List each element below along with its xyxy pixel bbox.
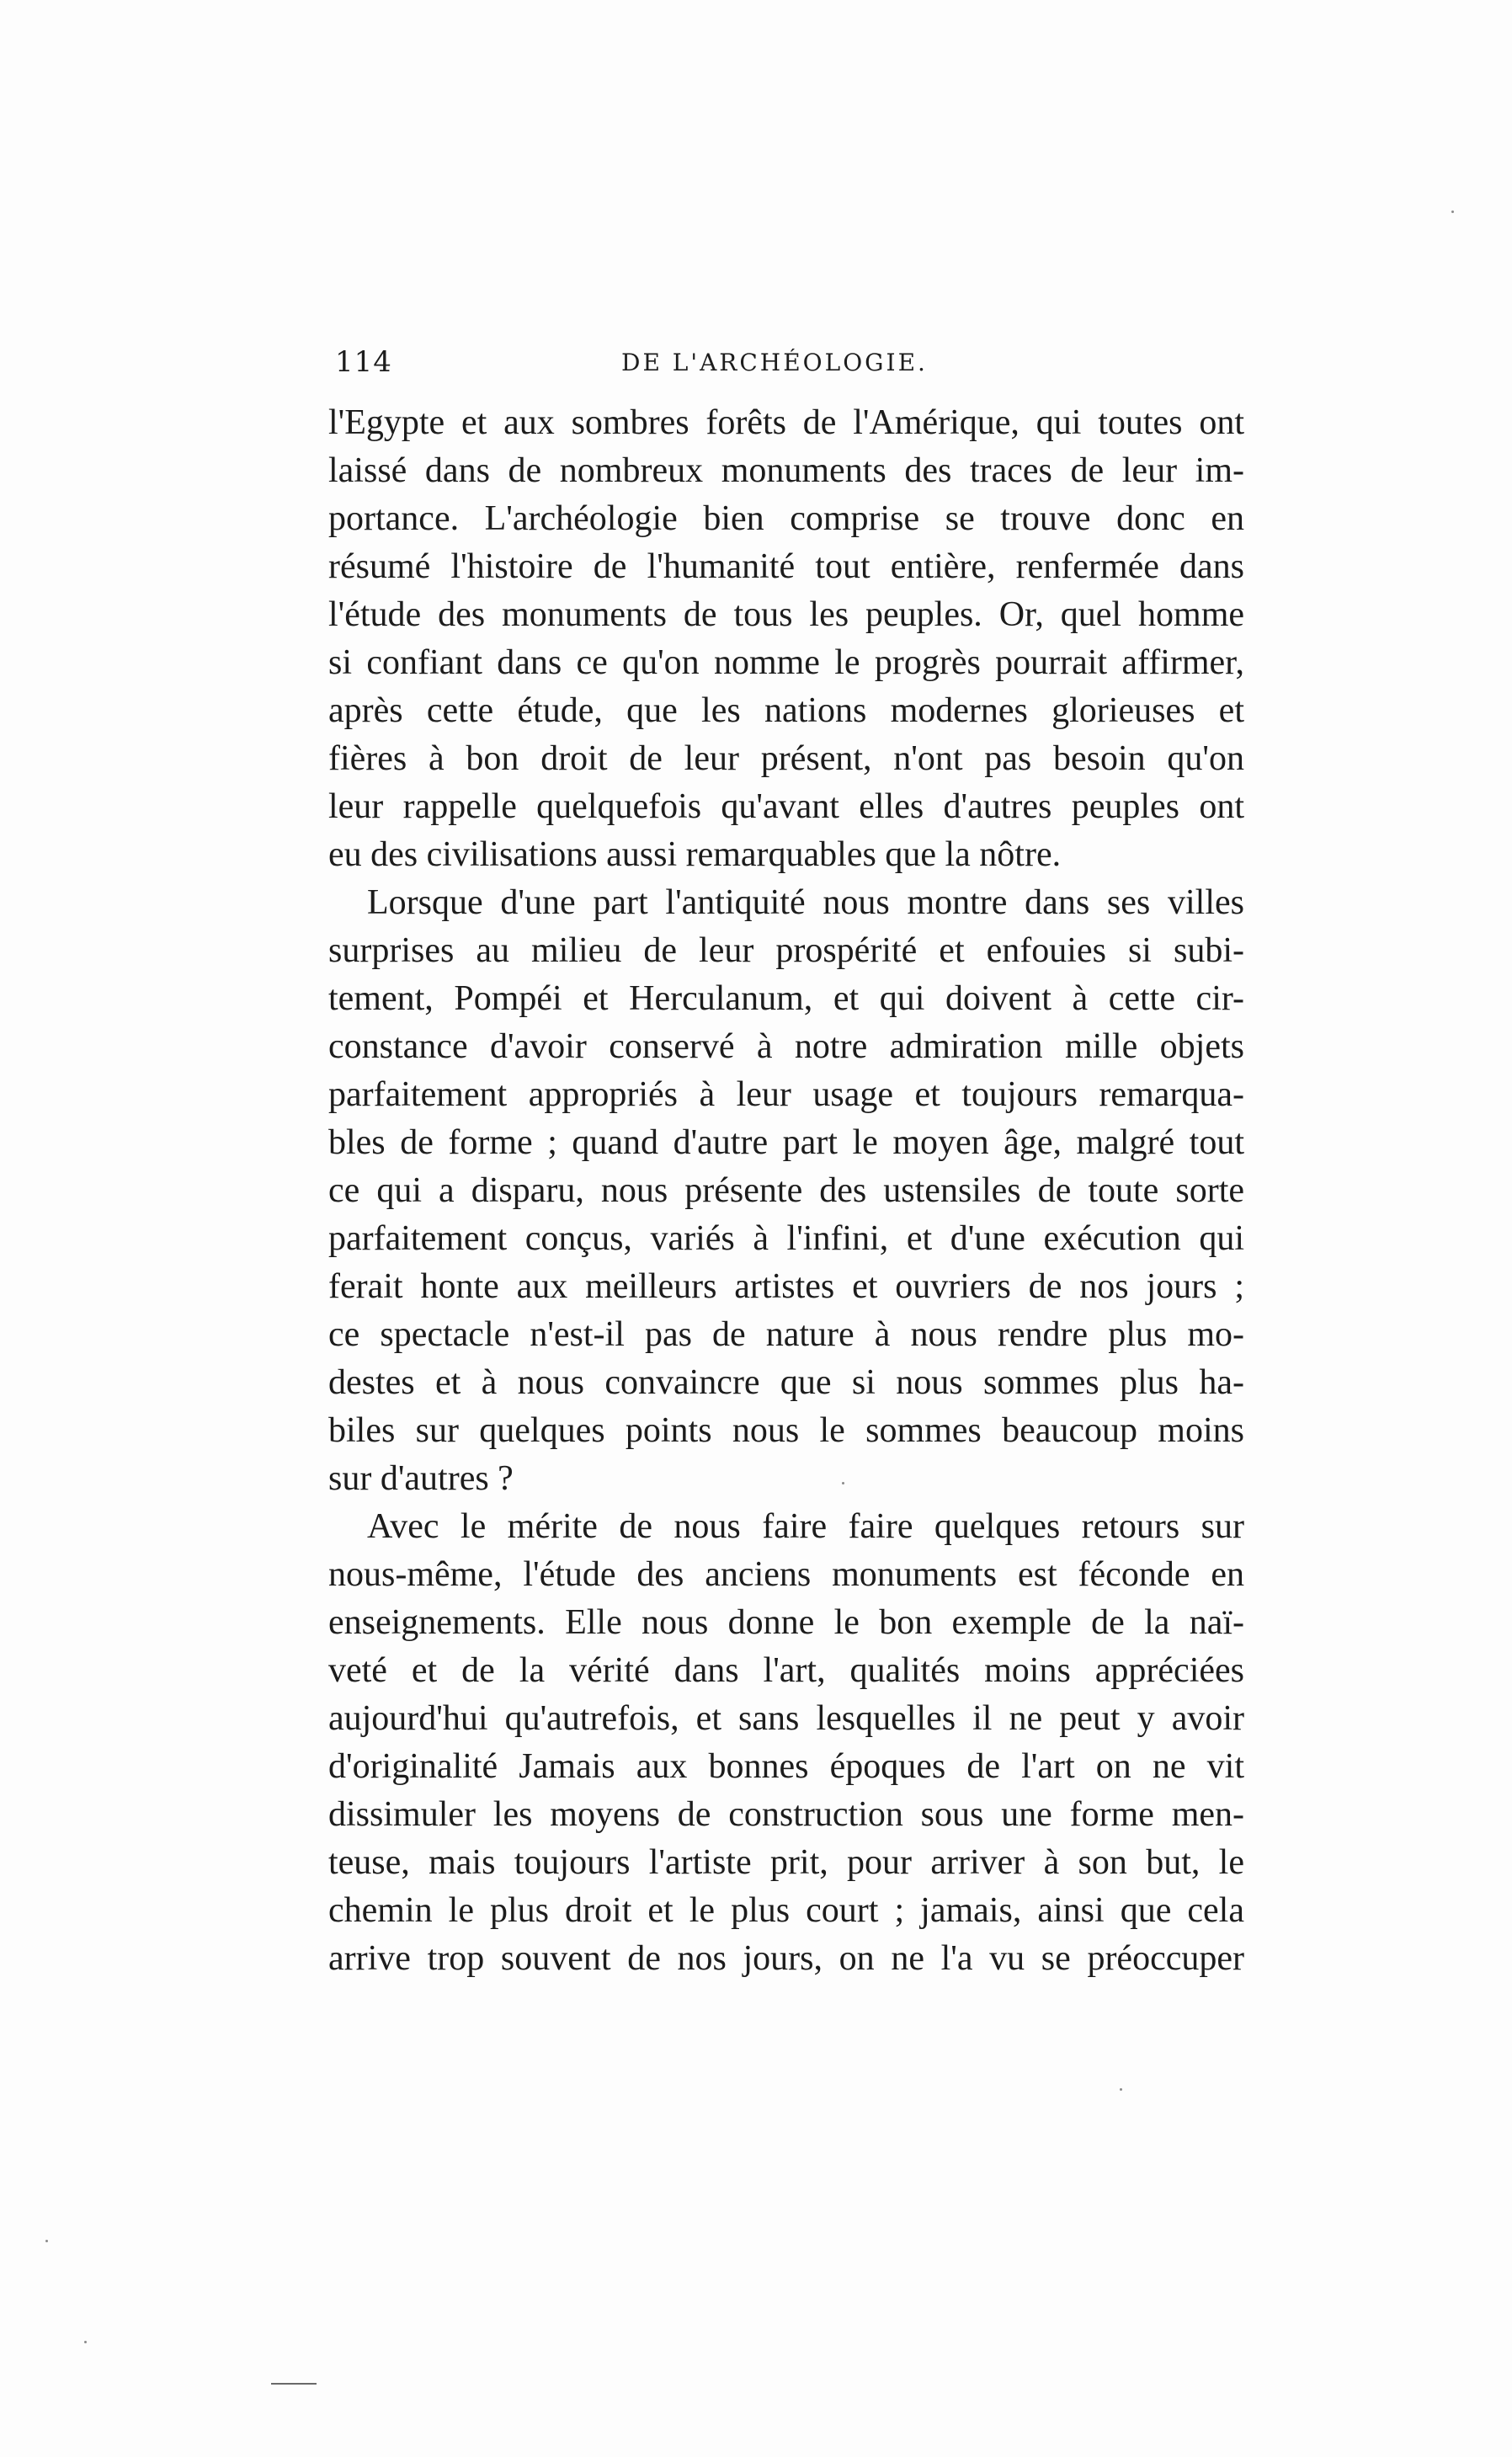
text-line: ferait honte aux meilleurs artistes et ouvriers de nos jours ; (328, 1267, 1244, 1306)
text-line: nous-même, l'étude des anciens monuments est féconde en (328, 1555, 1244, 1594)
text-line: surprises au milieu de leur prospérité et enfouies si subi- (328, 931, 1244, 970)
text-line: laissé dans de nombreux monuments des traces de leur im- (328, 451, 1244, 490)
text-line: aujourd'hui qu'autrefois, et sans lesquelles il ne peut y avoir (328, 1699, 1244, 1738)
text-line: après cette étude, que les nations modernes glorieuses et (328, 691, 1244, 730)
text-line: veté et de la vérité dans l'art, qualités moins appréciées (328, 1651, 1244, 1690)
footer-rule (271, 2383, 317, 2385)
text-line: résumé l'histoire de l'humanité tout entière, renfermée dans (328, 547, 1244, 586)
text-line: l'Egypte et aux sombres forêts de l'Amérique, qui toutes ont (328, 403, 1244, 442)
text-line: parfaitement appropriés à leur usage et toujours remarqua- (328, 1075, 1244, 1114)
paper-speck (1120, 2088, 1122, 2091)
text-line: dissimuler les moyens de construction sous une forme men- (328, 1795, 1244, 1834)
text-line: arrive trop souvent de nos jours, on ne l'a vu se préoccuper (328, 1939, 1244, 1978)
text-line: ce qui a disparu, nous présente des ustensiles de toute sorte (328, 1171, 1244, 1210)
text-line: enseignements. Elle nous donne le bon exemple de la naï- (328, 1603, 1244, 1642)
text-line: biles sur quelques points nous le sommes beaucoup moins (328, 1411, 1244, 1450)
paragraph-first-line: Avec le mérite de nous faire faire quelques retours sur (367, 1507, 1244, 1546)
page-number: 114 (335, 345, 392, 379)
paper-speck (45, 2240, 48, 2242)
text-line: l'étude des monuments de tous les peuples. Or, quel homme (328, 595, 1244, 634)
body-text (328, 399, 1244, 1983)
text-line: tement, Pompéi et Herculanum, et qui doivent à cette cir- (328, 979, 1244, 1018)
text-line: teuse, mais toujours l'artiste prit, pour arriver à son but, le (328, 1843, 1244, 1882)
page-header (335, 345, 1246, 387)
running-head: DE L'ARCHÉOLOGIE. (621, 349, 928, 376)
text-line: portance. L'archéologie bien comprise se trouve donc en (328, 499, 1244, 538)
text-line: chemin le plus droit et le plus court ; jamais, ainsi que cela (328, 1891, 1244, 1930)
text-line: bles de forme ; quand d'autre part le moyen âge, malgré tout (328, 1123, 1244, 1162)
text-line: fières à bon droit de leur présent, n'ont pas besoin qu'on (328, 739, 1244, 778)
text-line: destes et à nous convaincre que si nous sommes plus ha- (328, 1363, 1244, 1402)
paper-speck (842, 1482, 844, 1484)
paper-speck (1451, 211, 1454, 213)
text-line: ce spectacle n'est-il pas de nature à nous rendre plus mo- (328, 1315, 1244, 1354)
text-line: d'originalité Jamais aux bonnes époques de l'art on ne vit (328, 1747, 1244, 1786)
text-line: parfaitement conçus, variés à l'infini, et d'une exécution qui (328, 1219, 1244, 1258)
paragraph-first-line: Lorsque d'une part l'antiquité nous montre dans ses villes (367, 883, 1244, 922)
text-line: sur d'autres ? (328, 1459, 514, 1498)
text-line: eu des civilisations aussi remarquables que la nôtre. (328, 835, 1062, 874)
text-line: leur rappelle quelquefois qu'avant elles d'autres peuples ont (328, 787, 1244, 826)
text-line: si confiant dans ce qu'on nomme le progrès pourrait affirmer, (328, 643, 1244, 682)
text-line: constance d'avoir conservé à notre admiration mille objets (328, 1027, 1244, 1066)
paper-speck (84, 2341, 87, 2343)
